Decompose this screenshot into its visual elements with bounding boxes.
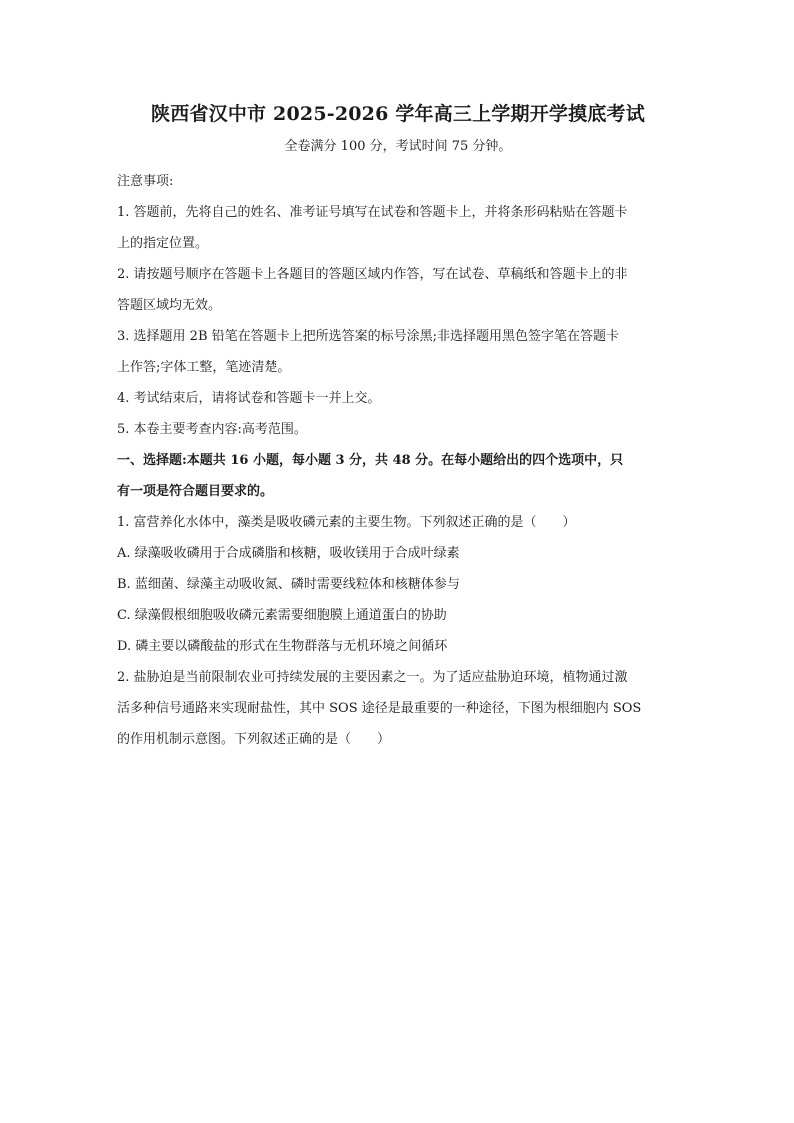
question-1-option-a: A. 绿藻吸收磷用于合成磷脂和核糖，吸收镁用于合成叶绿素	[117, 546, 460, 561]
question-1-option-b: B. 蓝细菌、绿藻主动吸收氮、磷时需要线粒体和核糖体参与	[117, 577, 460, 592]
notice-line: 3. 选择题用 2B 铅笔在答题卡上把所选答案的标号涂黑;非选择题用黑色签字笔在答题卡	[117, 329, 620, 344]
notice-line: 4. 考试结束后，请将试卷和答题卡一并上交。	[117, 391, 381, 406]
notice-line: 2. 请按题号顺序在答题卡上各题目的答题区域内作答，写在试卷、草稿纸和答题卡上的非	[117, 267, 628, 282]
exam-title: 陕西省汉中市 2025-2026 学年高三上学期开学摸底考试	[151, 103, 645, 125]
question-1-option-c: C. 绿藻假根细胞吸收磷元素需要细胞膜上通道蛋白的协助	[117, 608, 447, 623]
exam-content	[117, 100, 679, 755]
question-1-stem: 1. 富营养化水体中，藻类是吸收磷元素的主要生物。下列叙述正确的是（ ）	[117, 515, 576, 530]
section-heading: 一、选择题:本题共 16 小题，每小题 3 分，共 48 分。在每小题给出的四个选项中，只	[117, 453, 624, 468]
notice-line: 答题区域均无效。	[117, 298, 222, 313]
notice-line: 1. 答题前，先将自己的姓名、准考证号填写在试卷和答题卡上，并将条形码粘贴在答题卡	[117, 205, 628, 220]
question-2-stem-line: 活多种信号通路来实现耐盐性，其中 SOS 途径是最重要的一种途径，下图为根细胞内 SOS	[117, 701, 642, 716]
question-2-stem-line: 2. 盐胁迫是当前限制农业可持续发展的主要因素之一。为了适应盐胁迫环境，植物通过激	[117, 670, 628, 685]
exam-subtitle: 全卷满分 100 分，考试时间 75 分钟。	[284, 139, 512, 154]
notice-line: 5. 本卷主要考查内容:高考范围。	[117, 422, 307, 437]
question-2-stem-line: 的作用机制示意图。下列叙述正确的是（ ）	[117, 732, 391, 747]
notice-heading: 注意事项:	[117, 174, 174, 189]
notice-line: 上作答;字体工整，笔迹清楚。	[117, 360, 291, 375]
question-1-option-d: D. 磷主要以磷酸盐的形式在生物群落与无机环境之间循环	[117, 639, 448, 654]
notice-line: 上的指定位置。	[117, 236, 209, 251]
section-heading-continued: 有一项是符合题目要求的。	[117, 484, 274, 499]
